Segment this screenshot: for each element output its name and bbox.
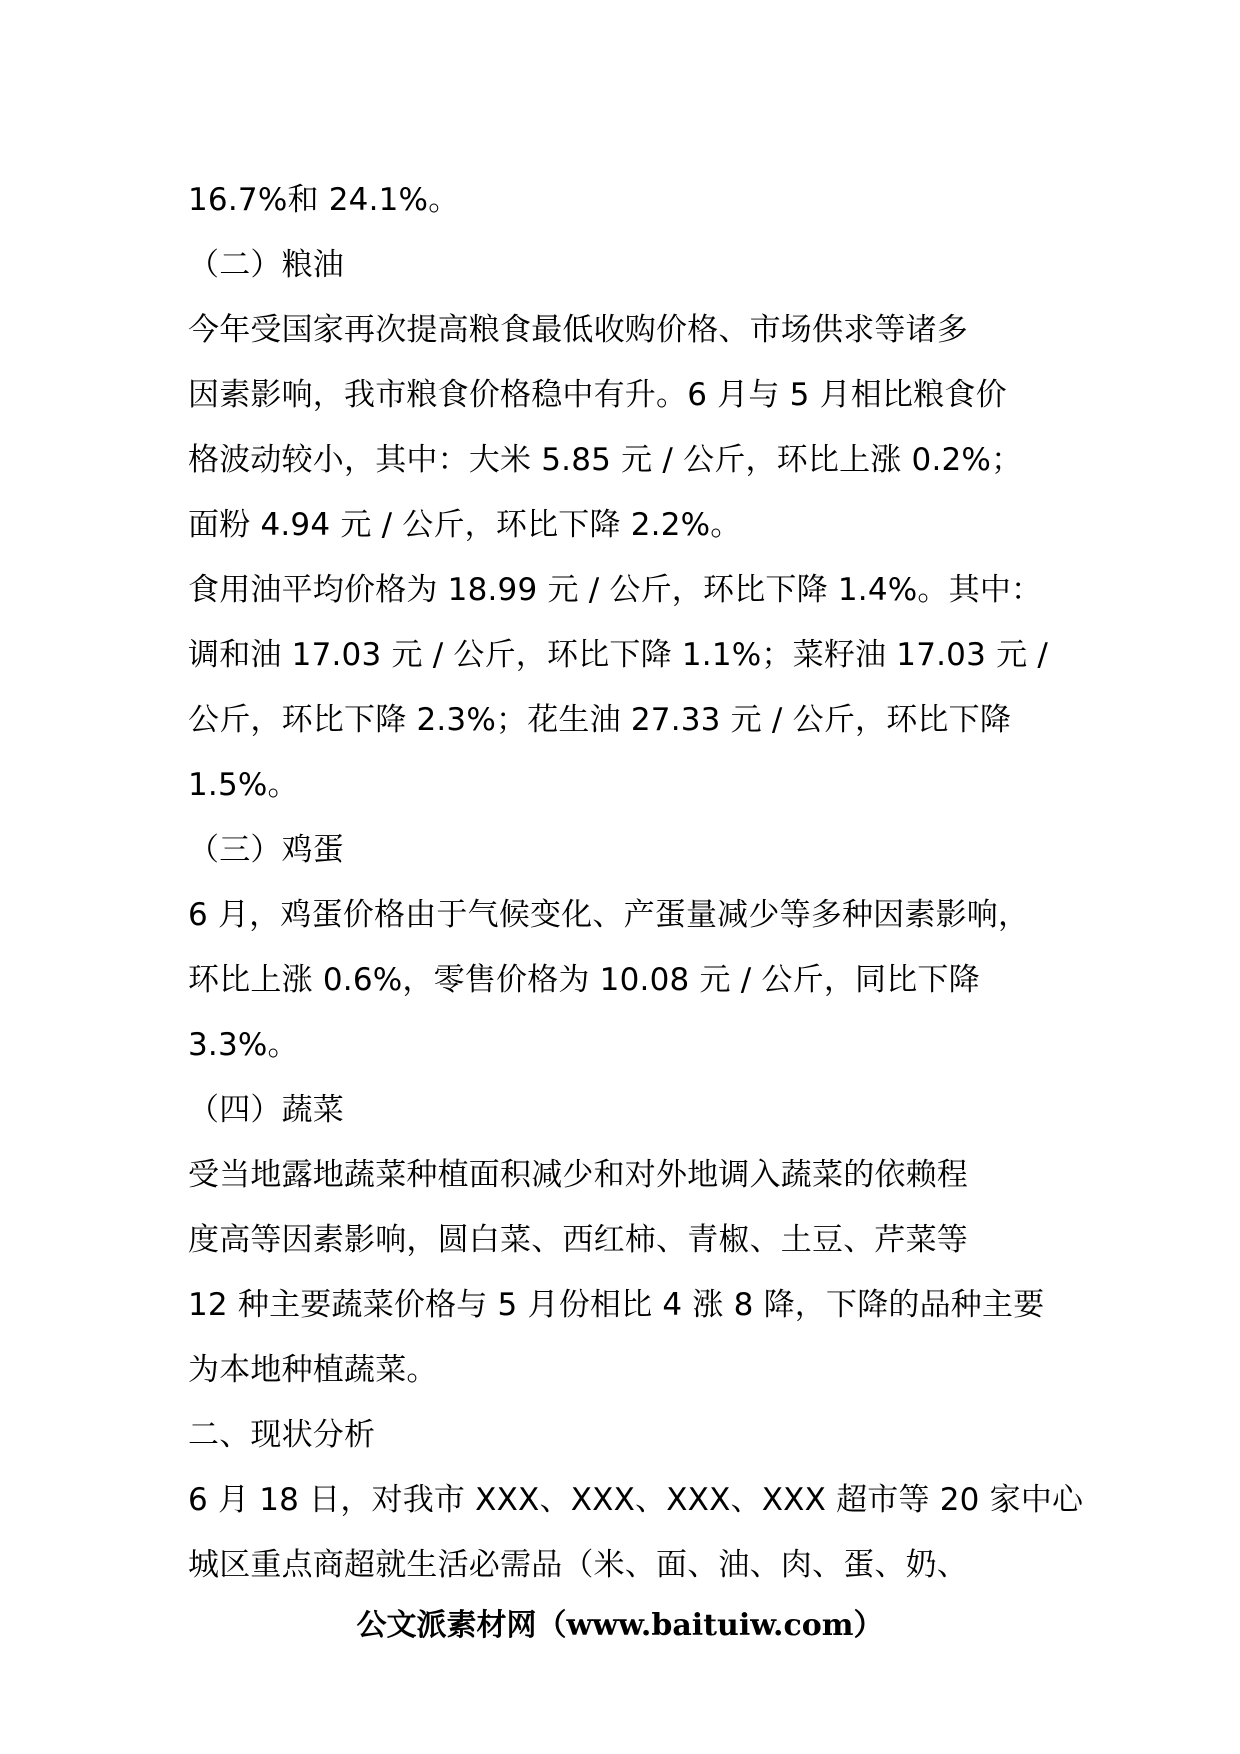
text-line: 3.3%。 xyxy=(188,1027,299,1063)
text-line: 环比上涨 0.6%，零售价格为 10.08 元 / 公斤，同比下降 xyxy=(188,962,980,998)
section-heading-vegetables: （四）蔬菜 xyxy=(188,1092,344,1128)
text-line: 因素影响，我市粮食价格稳中有升。6 月与 5 月相比粮食价 xyxy=(188,377,1007,413)
document-body xyxy=(188,168,1088,1598)
text-line: 16.7%和 24.1%。 xyxy=(188,182,460,218)
text-line: 格波动较小，其中：大米 5.85 元 / 公斤，环比上涨 0.2%； xyxy=(188,442,1023,478)
footer-watermark: 公文派素材网（www.baituiw.com） xyxy=(356,1608,884,1643)
text-line: 6 月，鸡蛋价格由于气候变化、产蛋量减少等多种因素影响， xyxy=(188,897,1030,933)
text-line: 受当地露地蔬菜种植面积减少和对外地调入蔬菜的依赖程 xyxy=(188,1157,968,1193)
section-heading-grain-oil: （二）粮油 xyxy=(188,247,344,283)
text-line: 12 种主要蔬菜价格与 5 月份相比 4 涨 8 降，下降的品种主要 xyxy=(188,1287,1045,1323)
text-line: 调和油 17.03 元 / 公斤，环比下降 1.1%；菜籽油 17.03 元 / xyxy=(188,637,1048,673)
text-line: 面粉 4.94 元 / 公斤，环比下降 2.2%。 xyxy=(188,507,742,543)
text-line: 度高等因素影响，圆白菜、西红柿、青椒、土豆、芹菜等 xyxy=(188,1222,968,1258)
text-line: 公斤，环比下降 2.3%；花生油 27.33 元 / 公斤，环比下降 xyxy=(188,702,1012,738)
text-line: 1.5%。 xyxy=(188,767,299,803)
section-heading-eggs: （三）鸡蛋 xyxy=(188,832,344,868)
section-heading-analysis: 二、现状分析 xyxy=(188,1417,376,1453)
text-line: 为本地种植蔬菜。 xyxy=(188,1352,438,1388)
text-line: 6 月 18 日，对我市 XXX、XXX、XXX、XXX 超市等 20 家中心 xyxy=(188,1482,1084,1518)
text-line: 城区重点商超就生活必需品（米、面、油、肉、蛋、奶、 xyxy=(188,1547,968,1583)
text-line: 食用油平均价格为 18.99 元 / 公斤，环比下降 1.4%。其中： xyxy=(188,572,1043,608)
text-line: 今年受国家再次提高粮食最低收购价格、市场供求等诸多 xyxy=(188,312,968,348)
